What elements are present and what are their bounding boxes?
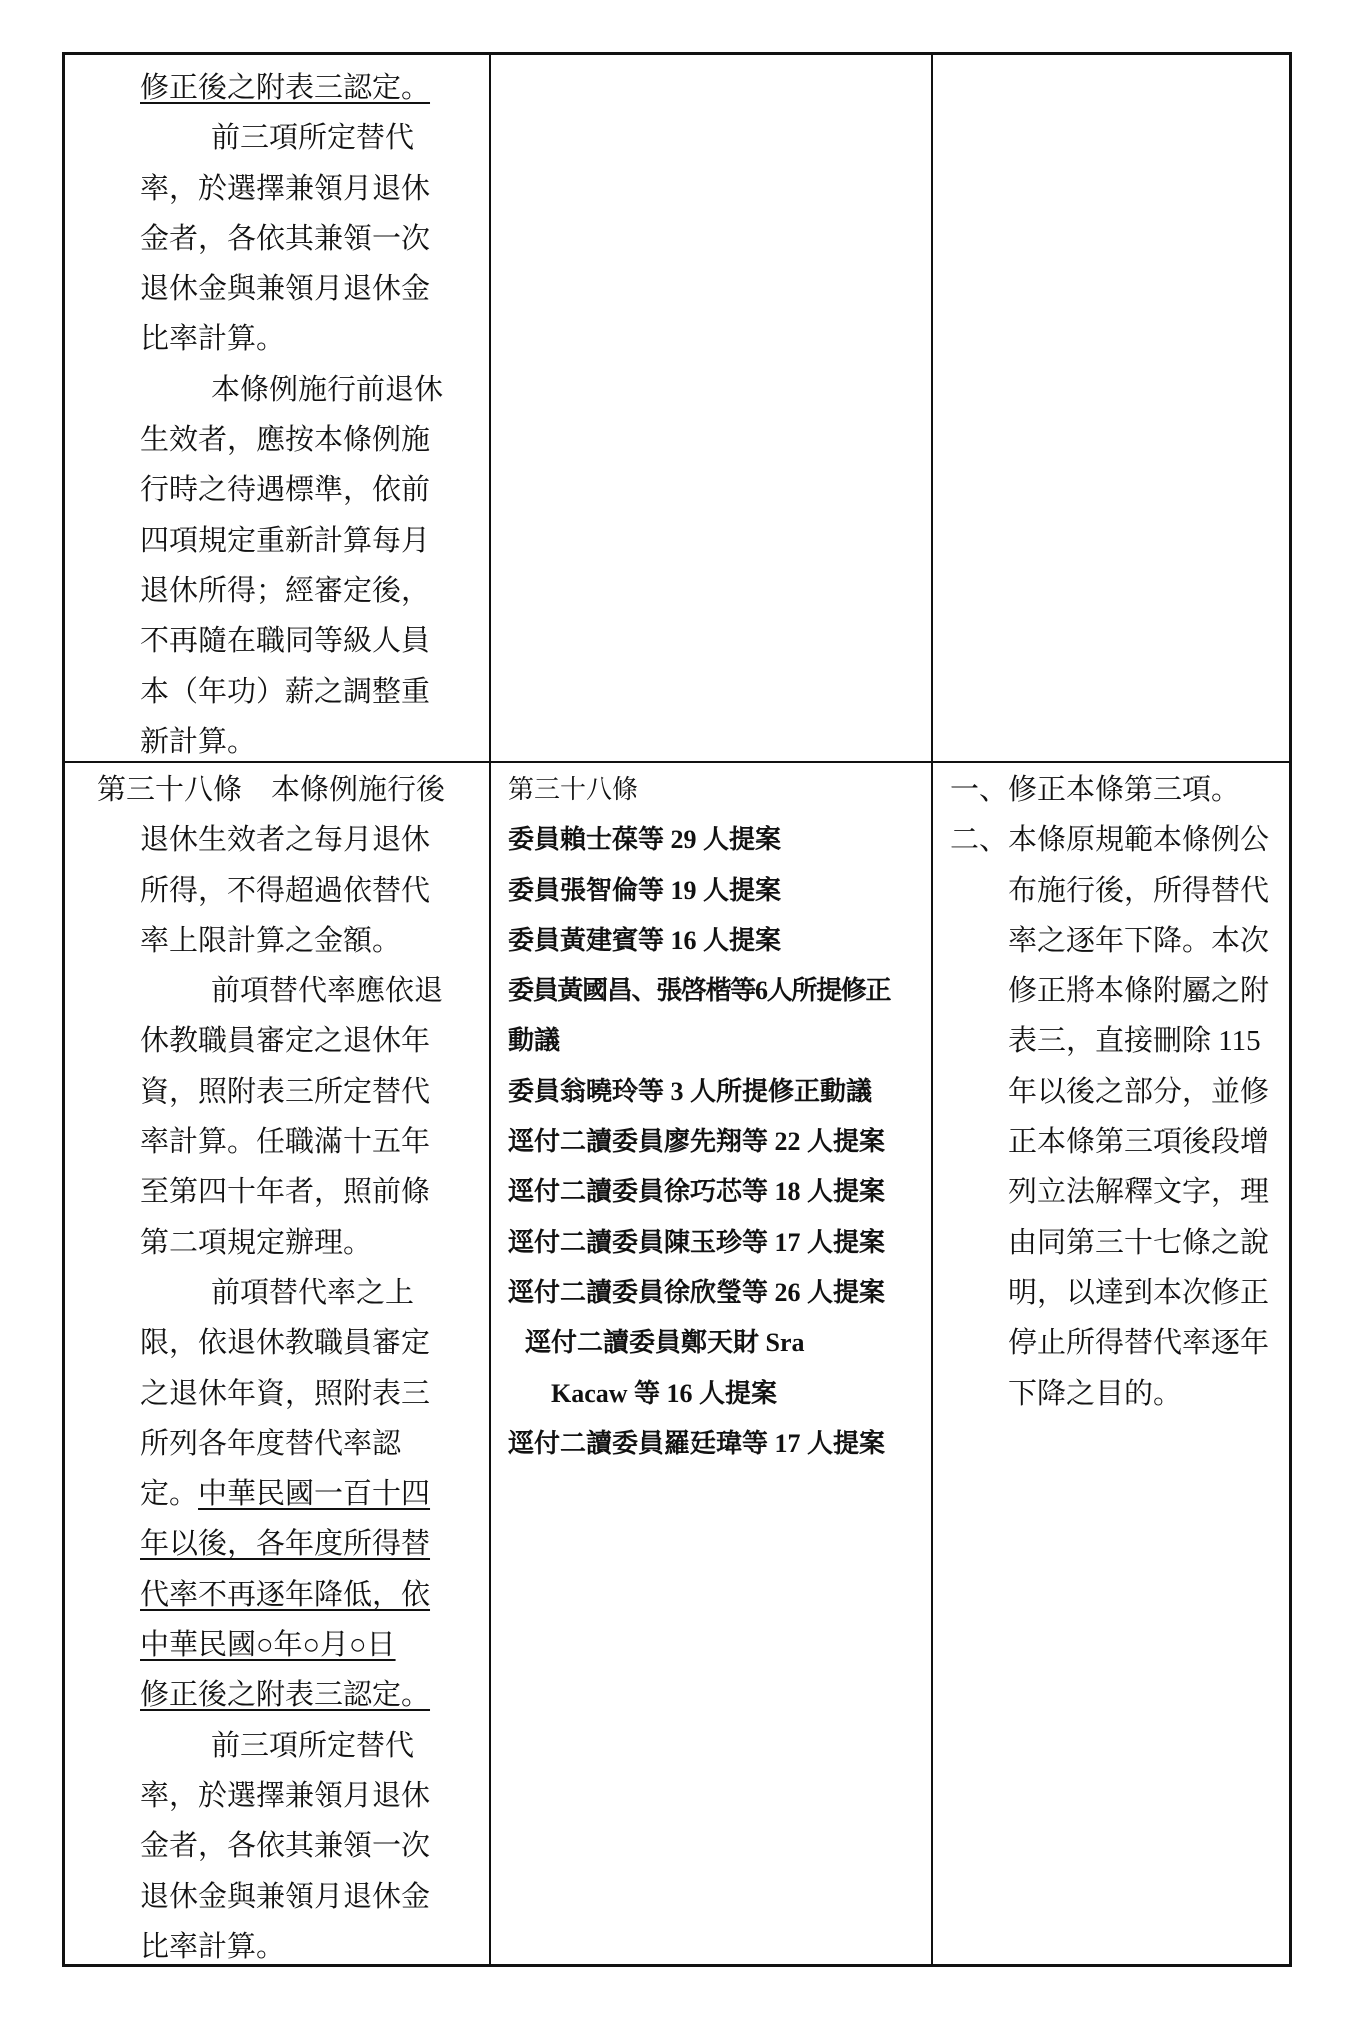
proposal-line: 逕付二讀委員陳玉珍等 17 人提案: [508, 1227, 886, 1257]
proposal-line: 委員黃國昌、張啓楷等6人所提修正: [508, 976, 891, 1006]
amended-text-line: 前三項所定替代: [211, 122, 415, 155]
amended-text-line: 金者，各依其兼領一次: [140, 1830, 431, 1863]
column-divider: [489, 52, 491, 1967]
amended-text-line: 之退休年資，照附表三: [140, 1377, 431, 1410]
amended-text-line: 四項規定重新計算每月: [140, 524, 431, 557]
proposal-line: Kacaw 等 16 人提案: [551, 1378, 778, 1408]
column-divider: [931, 52, 933, 1967]
proposal-line: 動議: [508, 1026, 561, 1056]
row-2-proposals-cell: [508, 765, 890, 1469]
amended-text-line: 前三項所定替代: [211, 1729, 415, 1762]
proposal-line: 委員黃建賓等 16 人提案: [508, 925, 782, 955]
amended-text-line: [97, 1670, 445, 1720]
amended-text-line: 率，於選擇兼領月退休: [140, 1779, 431, 1812]
explanation-line: 停止所得替代率逐年: [1008, 1327, 1270, 1360]
amended-text-line: 金者，各依其兼領一次: [140, 222, 431, 255]
amended-text-line: 退休金與兼領月退休金: [140, 273, 431, 306]
amended-text-line: 本（年功）薪之調整重: [140, 675, 431, 708]
proposal-line: 逕付二讀委員羅廷瑋等 17 人提案: [508, 1428, 886, 1458]
proposal-line: 逕付二讀委員徐巧芯等 18 人提案: [508, 1177, 886, 1207]
amended-text-line: 生效者，應按本條例施: [140, 424, 431, 457]
amended-text-line: 退休生效者之每月退休: [140, 824, 431, 857]
explanation-item-1: 一、修正本條第三項。: [950, 774, 1241, 806]
explanation-line: 修正將本條附屬之附: [1008, 975, 1270, 1008]
underlined-text: 修正後之附表三認定。: [140, 1679, 431, 1712]
explanation-line: 列立法解釋文字，理: [1008, 1176, 1270, 1209]
amended-text-line: 第二項規定辦理。: [140, 1226, 373, 1259]
amended-text-line: 前項替代率之上: [211, 1276, 415, 1309]
amended-text-line: [97, 1469, 445, 1519]
explanation-line: 表三，直接刪除 115: [1008, 1025, 1261, 1058]
amended-text-line: 率上限計算之金額。: [140, 924, 402, 957]
proposal-line: 委員賴士葆等 29 人提案: [508, 825, 782, 855]
amended-text-line: 比率計算。: [140, 323, 286, 356]
explanation-line: 率之逐年下降。本次: [1008, 924, 1270, 957]
amended-text-line: 不再隨在職同等級人員: [140, 625, 431, 658]
amended-text-line: 所列各年度替代率認: [140, 1427, 402, 1460]
amended-text-line: 資，照附表三所定替代: [140, 1075, 431, 1108]
explanation-line: 正本條第三項後段增: [1008, 1126, 1270, 1159]
amended-text-line: 本條例施行前退休: [211, 373, 444, 406]
amended-text-line: 退休金與兼領月退休金: [140, 1880, 431, 1913]
amended-text-line: 所得，不得超過依替代: [140, 874, 431, 907]
amended-text-line: 率計算。任職滿十五年: [140, 1126, 431, 1159]
proposal-line: 逕付二讀委員廖先翔等 22 人提案: [508, 1127, 886, 1157]
amended-text-line: [97, 1570, 445, 1620]
explanation-line: 下降之目的。: [1008, 1377, 1183, 1410]
explanation-item-2: 二、本條原規範本條例公: [950, 824, 1270, 857]
proposal-line: 委員張智倫等 19 人提案: [508, 875, 782, 905]
amended-text-line: 休教職員審定之退休年: [140, 1025, 431, 1058]
underlined-text: 中華民國一百十四: [198, 1478, 431, 1511]
row-2-explanation-cell: [950, 765, 1269, 1419]
amended-text-line: 前項替代率應依退: [211, 975, 444, 1008]
amended-text-line: 行時之待遇標準，依前: [140, 474, 431, 507]
underlined-text: 中華民國○年○月○日: [140, 1629, 396, 1662]
amended-text-line: [97, 1519, 445, 1569]
plain-text: 定。: [140, 1478, 199, 1511]
row-1-amended-text-cell: [97, 63, 443, 767]
underlined-text: 代率不再逐年降低，依: [140, 1578, 431, 1611]
explanation-line: 布施行後，所得替代: [1008, 874, 1270, 907]
explanation-line: 明，以達到本次修正: [1008, 1276, 1270, 1309]
amended-text-line: 比率計算。: [140, 1930, 286, 1963]
proposal-line: 逕付二讀委員徐欣瑩等 26 人提案: [508, 1277, 886, 1307]
amended-text-line: [97, 1620, 445, 1670]
amended-text-line: 限，依退休教職員審定: [140, 1327, 431, 1360]
proposal-line: 委員翁曉玲等 3 人所提修正動議: [508, 1076, 873, 1106]
underlined-text: 修正後之附表三認定。: [140, 72, 431, 104]
proposal-article-heading: 第三十八條: [508, 775, 639, 804]
underlined-text: 年以後，各年度所得替: [140, 1528, 431, 1561]
amended-text-line: 退休所得；經審定後，: [140, 574, 431, 607]
amended-text-line: [97, 63, 443, 113]
amended-text-line: 新計算。: [140, 725, 257, 758]
explanation-line: 由同第三十七條之說: [1008, 1226, 1270, 1259]
explanation-line: 年以後之部分，並修: [1008, 1075, 1270, 1108]
proposal-line: 逕付二讀委員鄭天財 Sra: [525, 1328, 805, 1358]
amended-text-line: 率，於選擇兼領月退休: [140, 172, 431, 205]
amended-text-line: 至第四十年者，照前條: [140, 1176, 431, 1209]
row-2-amended-text-cell: [97, 765, 445, 1972]
article-heading: 第三十八條 本條例施行後: [97, 774, 446, 806]
